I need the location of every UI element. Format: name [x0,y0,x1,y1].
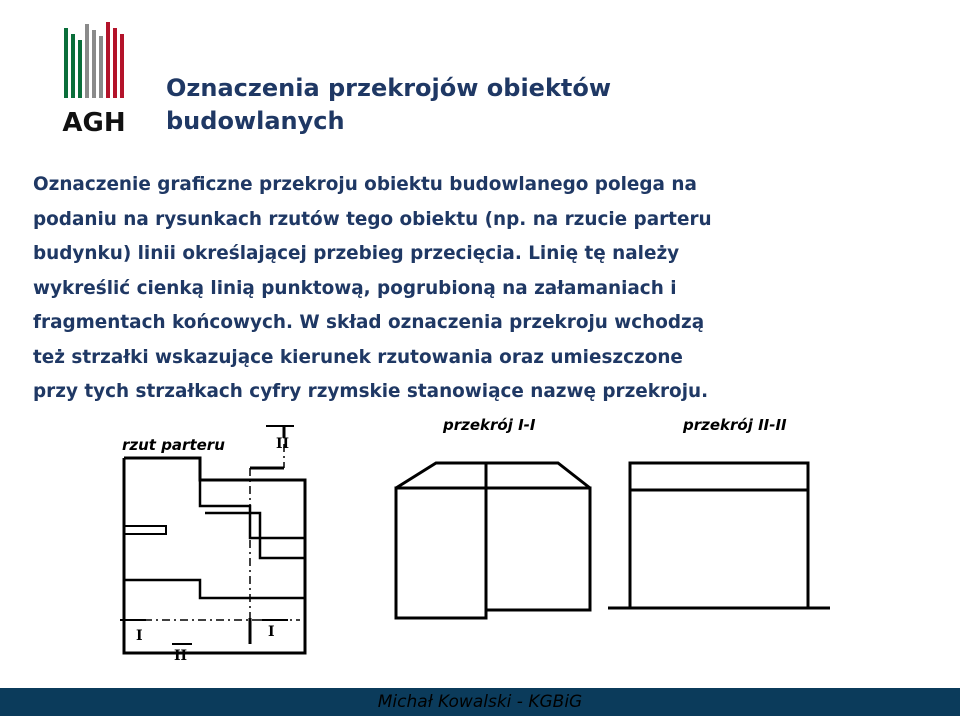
floor-plan-outline [124,458,305,653]
body-paragraph [33,168,933,410]
section-i-left-block [396,488,486,618]
body-line-2: podaniu na rysunkach rzutów tego obiektu (np. na rzucie parteru [33,208,712,230]
section-i-label: przekrój I-I [443,416,536,434]
body-line-5: fragmentach końcowych. W skład oznaczenia przekroju wchodzą [33,312,705,333]
section-i-right-block [486,488,590,610]
floor-plan-lower-notch [166,580,305,598]
section-ii-label: przekrój II-II [683,416,787,434]
plan-mark-ii-bottom: II [174,648,188,664]
page-title-line-1: Oznaczenia przekrojów obiektów [166,74,612,102]
page-title-line-2: budowlanych [166,107,345,135]
section-drawing-svg [100,408,860,688]
section-drawing [100,408,860,688]
floor-plan-step [200,480,305,538]
plan-mark-i-left: I [136,628,143,644]
floor-plan-inner-contour [205,513,305,558]
agh-logo-mark [56,20,132,138]
body-line-3: budynku) linii określającej przebieg przecięcia. Linię tę należy [33,243,680,264]
page-title [166,72,866,138]
body-line-6: też strzałki wskazujące kierunek rzutowania oraz umieszczone [33,346,683,368]
section-ii-outline [630,463,808,608]
body-line-4: wykreślić cienką linią punktową, pogrubioną na załamaniach i [33,277,677,299]
plan-label: rzut parteru [122,436,225,454]
plan-mark-ii-top: II [276,436,290,452]
footer-author: Michał Kowalski - KGBiG [377,692,583,712]
floor-plan-inner-wall [124,526,166,534]
agh-logo-text: AGH [62,108,126,138]
agh-logo [56,20,132,138]
plan-mark-i-right: I [268,624,275,640]
body-line-1: Oznaczenie graficzne przekroju obiektu budowlanego polega na [33,174,697,195]
section-i-roof [396,463,486,488]
body-line-7: przy tych strzałkach cyfry rzymskie stanowiące nazwę przekroju. [33,381,709,402]
